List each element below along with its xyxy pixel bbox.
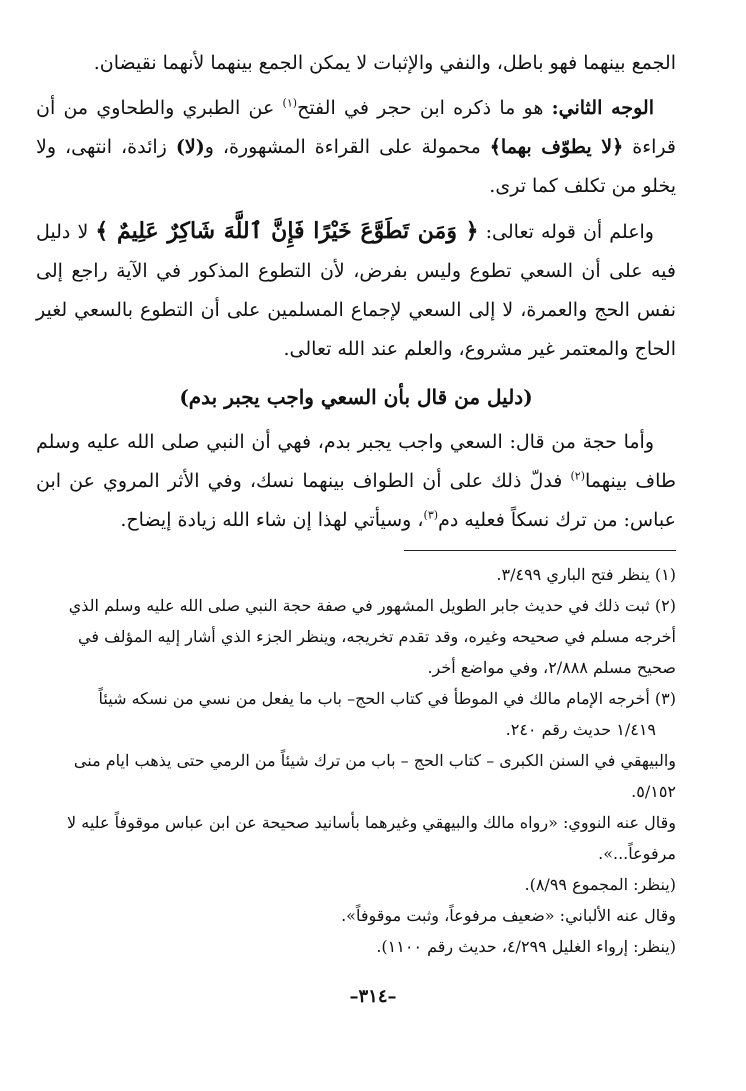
footnote-3-majmu: (ينظر: المجموع ٨/٩٩).: [524, 875, 676, 894]
footnote-3-albani: وقال عنه الألباني: «ضعيف مرفوعاً، وثبت موقوفاً».: [341, 906, 676, 925]
footnote-1: (١) ينظر فتح الباري ٣/٤٩٩.: [496, 565, 676, 584]
footnote-ref-1[interactable]: (١): [282, 96, 298, 110]
section-heading: (دليل من قال بأن السعي واجب يجبر بدم): [179, 385, 533, 409]
footnotes: [36, 559, 676, 962]
paragraph-2: الوجه الثاني: هو ما ذكره ابن حجر في الفتح$^{(١)}$ عن الطبري والطحاوي من أن قراءة ﴿لا يطوّف بهما﴾ محمولة على القراءة المشهورة، و(لا) زائدة، انتهى، ولا يخلو من تكلف كما ترى.: [36, 96, 676, 197]
footnote-3-bayhaqi: والبيهقي في السنن الكبرى – كتاب الحج – باب من ترك شيئاً من الرمي حتى يذهب ايام منى ٥/١٥٢.: [73, 751, 676, 801]
footnote-2: (٢) ثبت ذلك في حديث جابر الطويل المشهور في صفة حجة النبي صلى الله عليه وسلم الذي أخرجه مسلم في صحيحه وغيره، وقد تقدم تخريجه، وينظر الجزء الذي أشار إليه المؤلف في صحيح مسلم ٢/٨٨٨، وفي مواضع أخر.: [68, 596, 676, 677]
footnote-3-nawawi: وقال عنه النووي: «رواه مالك والبيهقي وغيرهما بأسانيد صحيحة عن ابن عباس موقوفاً عليه لا مرفوعاً...».: [67, 813, 676, 863]
footnote-3: (٣) أخرجه الإمام مالك في الموطأ في كتاب الحج– باب ما يفعل من نسي من نسكه شيئاً: [98, 689, 676, 708]
paragraph-4: وأما حجة من قال: السعي واجب يجبر بدم، فهي أن النبي صلى الله عليه وسلم طاف بينهما$^{(٢)}$ فدلّ ذلك على أن الطواف بينهما نسك، وفي الأثر المروي عن ابن عباس: من ترك نسكاً فعليه دم$^{(٣)}$، وسيأتي لهذا إن شاء الله زيادة إيضاح.: [36, 431, 676, 531]
footnote-ref-3[interactable]: (٣): [423, 508, 439, 522]
footnote-3-cont: ١/٤١٩ حديث رقم ٢٤٠.: [505, 720, 656, 739]
footnote-3-irwa: (ينظر: إرواء الغليل ٤/٢٩٩، حديث رقم ١١٠٠).: [376, 937, 676, 956]
paragraph-1: الجمع بينهما فهو باطل، والنفي والإثبات لا يمكن الجمع بينهما لأنهما نقيضان.: [93, 52, 676, 74]
la-particle: (لا): [175, 136, 205, 158]
quoted-reading: ﴿لا يطوّف بهما﴾: [489, 136, 624, 158]
footnote-separator: [404, 550, 676, 551]
section-lead: الوجه الثاني:: [551, 97, 654, 119]
paragraph-3: واعلم أن قوله تعالى: ﴿ وَمَن تَطَوَّعَ خَيْرًا فَإِنَّ ٱللَّهَ شَاكِرٌ عَلِيمٌ ﴾ لا دليل فيه على أن السعي تطوع وليس بفرض، لأن التطوع المذكور في الآية راجع إلى نفس الحج والعمرة، لا إلى السعي لإجماع المسلمين على أن التطوع بالسعي لغير الحاج والمعتمر غير مشروع، والعلم عند الله تعالى.: [36, 218, 676, 360]
page-number: –٣١٤–: [349, 986, 397, 1007]
quran-verse: ﴿ وَمَن تَطَوَّعَ خَيْرًا فَإِنَّ ٱللَّهَ شَاكِرٌ عَلِيمٌ ﴾: [95, 218, 479, 244]
footnote-ref-2[interactable]: (٢): [570, 469, 585, 483]
